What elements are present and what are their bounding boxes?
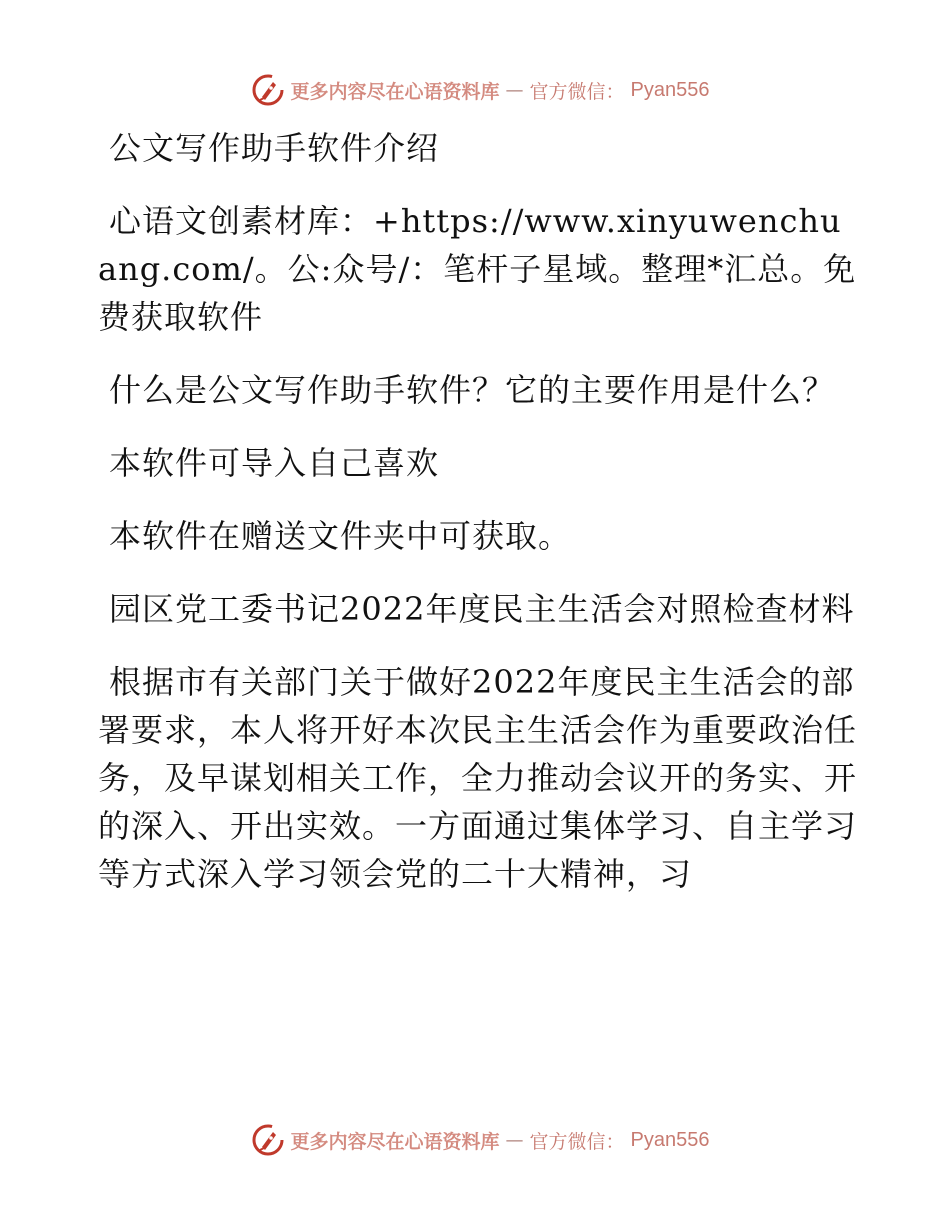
- watermark-wechat-id: Pyan556: [630, 78, 710, 101]
- watermark-wechat-label: 官方微信：: [529, 80, 625, 103]
- pen-nib-logo-icon: [251, 73, 285, 107]
- watermark-separator: —: [505, 1129, 524, 1151]
- watermark-main-text: 更多内容尽在心语资料库: [290, 80, 500, 103]
- document-body: [98, 124, 858, 923]
- doc-title: 公文写作助手软件介绍: [109, 129, 440, 167]
- watermark-wechat-id: Pyan556: [630, 1128, 710, 1151]
- source-info-paragraph: 心语文创素材库：+https://www.xinyuwenchuang.com/。公:众号/：笔杆子星域。整理*汇总。免费获取软件: [98, 202, 857, 336]
- pen-nib-logo-icon: [251, 1123, 285, 1157]
- footer-watermark: [0, 1120, 950, 1160]
- question-paragraph: 什么是公文写作助手软件？它的主要作用是什么？: [109, 371, 836, 409]
- watermark-main-text: 更多内容尽在心语资料库: [290, 1130, 500, 1153]
- import-paragraph: 本软件可导入自己喜欢: [109, 444, 440, 482]
- watermark-separator: —: [505, 79, 524, 101]
- download-paragraph: 本软件在赠送文件夹中可获取。: [109, 517, 572, 555]
- header-watermark-inner: [251, 73, 710, 107]
- section-heading: 园区党工委书记2022年度民主生活会对照检查材料: [109, 590, 855, 628]
- body-paragraph: 根据市有关部门关于做好2022年度民主生活会的部署要求，本人将开好本次民主生活会作为重要政治任务，及早谋划相关工作，全力推动会议开的务实、开的深入、开出实效。一方面通过集体学习、自主学习等方式深入学习领会党的二十大精神，习: [98, 663, 858, 893]
- footer-watermark-inner: [251, 1123, 710, 1157]
- watermark-wechat-label: 官方微信：: [529, 1130, 625, 1153]
- header-watermark: [0, 70, 950, 110]
